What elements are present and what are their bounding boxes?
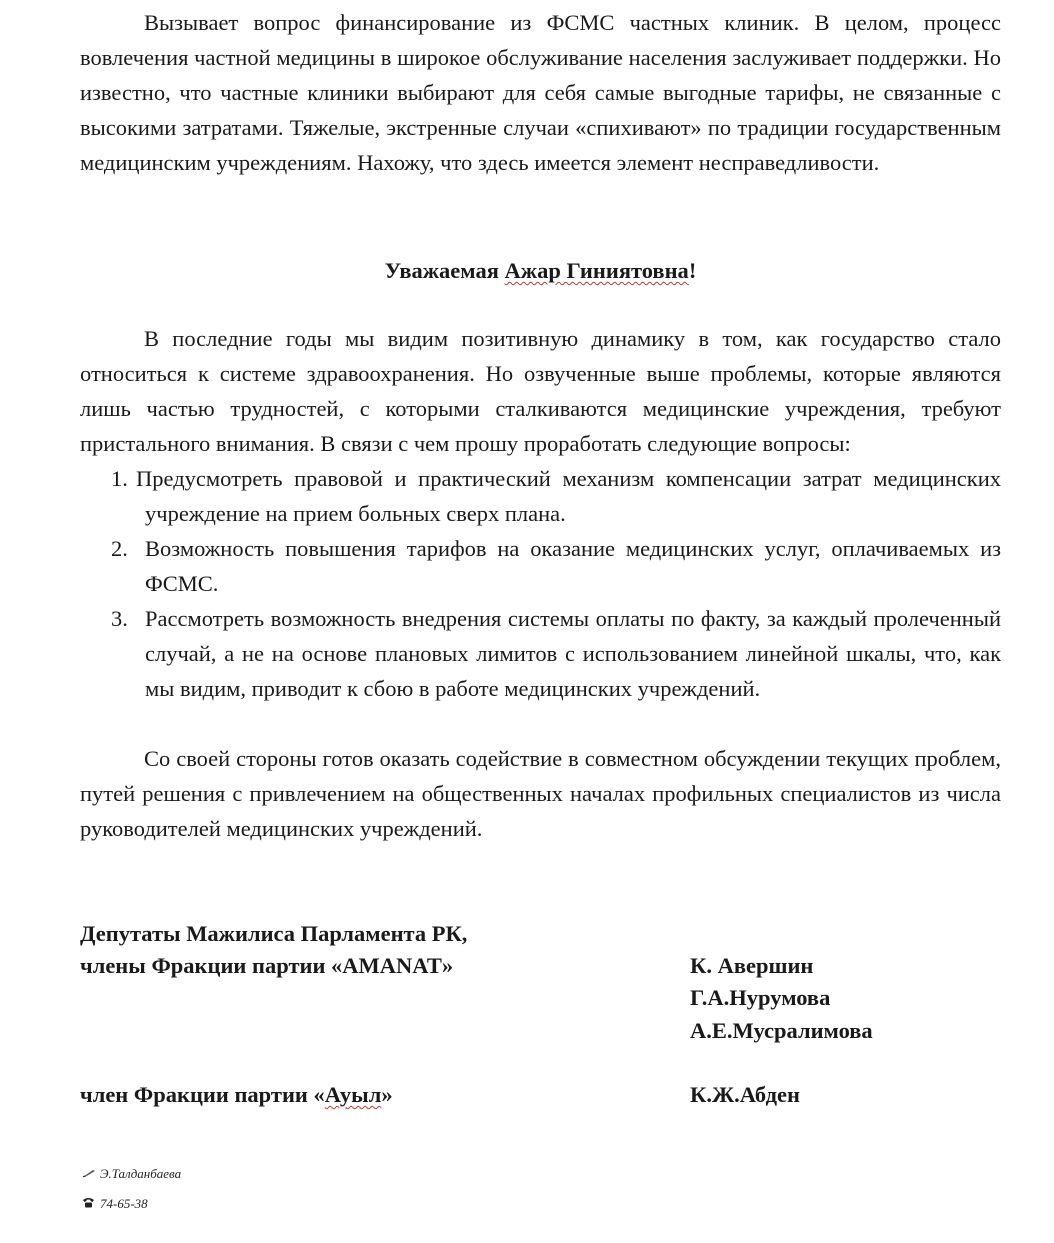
list-text-content: Рассмотреть возможность внедрения системы оплаты по факту, за каждый пролеченный случай, а не на основе плановых лимитов с использованием линейной шкалы, что, как мы видим, приводит к сбою в работе медицинских учреждений.: [145, 606, 1001, 701]
greeting-heading: [80, 253, 1001, 288]
greeting-prefix: Уважаемая: [384, 258, 505, 283]
paragraph-closing: Со своей стороны готов оказать содействие в совместном обсуждении текущих проблем, путей решения с привлечением на общественных началах профильных специалистов из числа руководителей медицинских учреждений.: [80, 746, 1001, 841]
greeting-suffix: !: [688, 258, 697, 283]
list-number: 1.: [111, 466, 128, 491]
list-number: 2.: [111, 536, 128, 561]
pen-icon: [82, 1166, 98, 1182]
signature-group2-line: [80, 1079, 393, 1111]
group2-prefix: член Фракции партии «: [80, 1082, 325, 1107]
paragraph-intro: В последние годы мы видим позитивную динамику в том, как государство стало относиться к системе здравоохранения. Но озвученные выше проблемы, которые являются лишь частью трудностей, с которыми сталкиваются медицинские учреждения, требуют пристального внимания. В связи с чем прошу проработать следующие вопросы:: [80, 326, 1001, 456]
signatory-name: К.Ж.Абден: [690, 1082, 800, 1107]
signatory-name: Г.А.Нурумова: [690, 985, 831, 1010]
phone-number: 74-65-38: [100, 1196, 148, 1211]
list-item: [80, 531, 1001, 601]
list-text: [145, 601, 1001, 706]
list-text: [145, 531, 1001, 601]
signature-group1-line2: члены Фракции партии «AMANAT»: [80, 953, 454, 978]
group2-suffix: »: [381, 1082, 393, 1107]
executor-line: [82, 1166, 181, 1182]
phone-icon: [82, 1196, 98, 1212]
signatory-name: К. Авершин: [690, 953, 814, 978]
list-text: [136, 461, 1001, 531]
list-number: 3.: [111, 606, 128, 631]
paragraph-financing: Вызывает вопрос финансирование из ФСМС частных клиник. В целом, процесс вовлечения частной медицины в широкое обслуживание населения заслуживает поддержки. Но известно, что частные клиники выбирают для себя самые выгодные тарифы, не связанные с высокими затратами. Тяжелые, экстренные случаи «спихивают» по традиции государственным медицинским учреждениям. Нахожу, что здесь имеется элемент несправедливости.: [80, 10, 1001, 175]
group2-party: Ауыл: [324, 1082, 382, 1107]
list-text-content: Возможность повышения тарифов на оказание медицинских услуг, оплачиваемых из ФСМС.: [145, 536, 1001, 596]
list-item: [80, 601, 1001, 706]
signatory-name: А.Е.Мусралимова: [690, 1018, 873, 1043]
signature-group1-line1: Депутаты Мажилиса Парламента РК,: [80, 921, 468, 946]
list-item: [80, 461, 1001, 531]
greeting-name: Ажар Гиниятовна: [504, 258, 689, 283]
list-text-content: Предусмотреть правовой и практический механизм компенсации затрат медицинских учреждение на прием больных сверх плана.: [136, 466, 1001, 526]
executor-name: Э.Талданбаева: [100, 1166, 182, 1181]
phone-line: [82, 1196, 148, 1212]
